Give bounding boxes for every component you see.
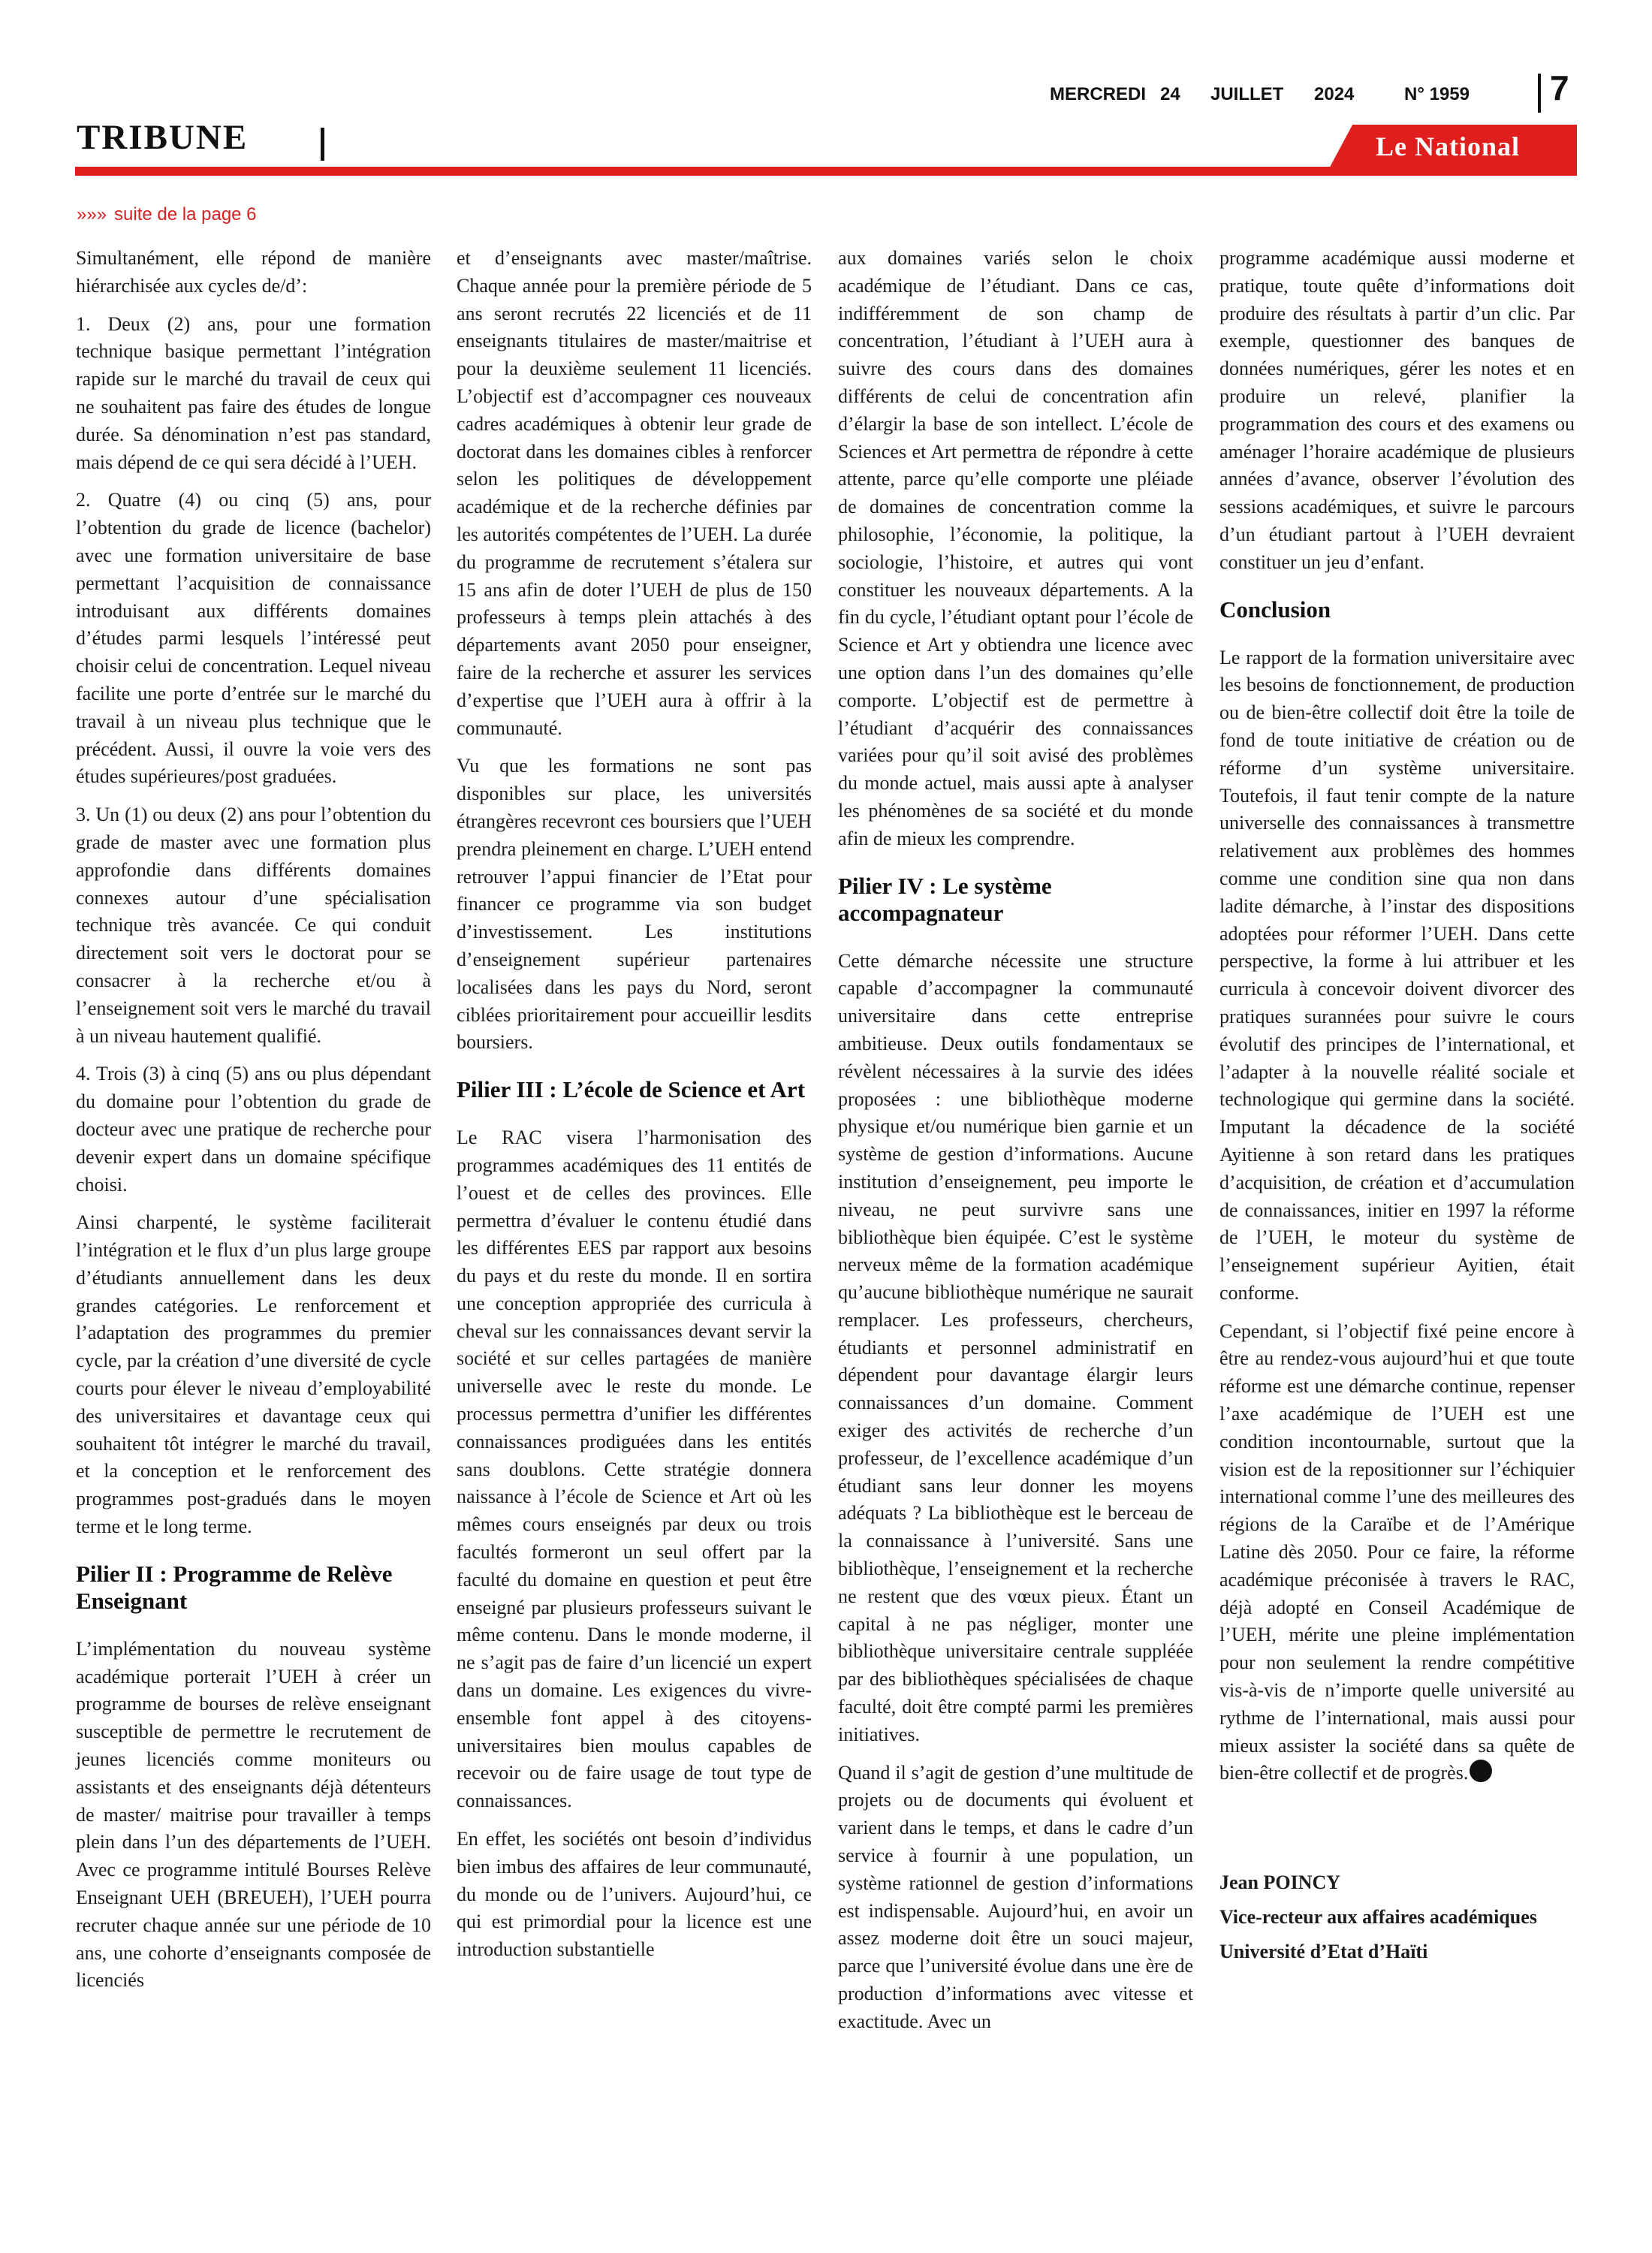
author-title: Vice-recteur aux affaires académiques — [1219, 1906, 1537, 1929]
continued-arrows: »»» — [77, 204, 107, 225]
section-title-divider — [321, 128, 324, 161]
paragraph: 3. Un (1) ou deux (2) ans pour l’obtention du grade de master avec une formation plus approfondie dans différents domaines connexes autour d’une spécialisation technique très avancée. Ce qui conduit directement soit vers le doctorat pour se consacrer à la recherche et/ou à l’enseignement soit vers le marché du travail à un niveau hautement qualifié. — [76, 804, 431, 1047]
paragraph: aux domaines variés selon le choix académique de l’étudiant. Dans ce cas, indifféremment de son champ de concentration, l’étudiant à l’UEH aura à suivre des cours dans des domaines différents de celui de concentration afin d’élargir la base de son intellect. L’école de Sciences et Art permettra de répondre à cette attente, parce qu’elle comporte une pléiade de domaines de concentration comme la philosophie, l’économie, la politique, la sociologie, l’histoire, et autres qui vont constituer les nouveaux départements. A la fin du cycle, l’étudiant optant pour l’école de Science et Art y obtiendra une licence avec une option dans l’un des domaines qu’elle comporte. L’objectif est de permettre à l’étudiant d’acquérir des connaissances variées pour qu’il soit avisé des problèmes du monde actuel, mais aussi apte à analyser les phénomènes de sa société et du monde afin de mieux les comprendre. — [838, 247, 1193, 849]
paragraph-final — [1219, 1318, 1575, 1788]
date-year: 2024 — [1314, 84, 1355, 104]
date-day: MERCREDI — [1050, 84, 1147, 104]
paragraph: Le rapport de la formation universitaire avec les besoins de fonctionnement, de production ou de bien-être collectif doit être la toile de fond de toute initiative de création ou de réforme d’un système universitaire. Toutefois, il faut tenir compte de la nature universelle des connaissances à transmettre relativement aux problèmes des hommes comme une condition sine qua non dans ladite démarche, à l’instar des dispositions adoptées pour réformer l’UEH. Dans cette perspective, la forme à lui attribuer et les curricula à concevoir doivent divorcer des pratiques surannées pour suivre le cours évolutif des principes de l’international, et l’adapter à la nouvelle réalité sociale et technologique qui germine dans la société. Imputant la décadence de la société Ayitienne à son retard dans les pratiques d’acquisition, de création et d’accumulation de connaissances, initier en 1997 la réforme de l’UEH, le moteur du système de l’enseignement supérieur Ayitien, était conforme. — [1219, 646, 1575, 1304]
paragraph: En effet, les sociétés ont besoin d’individus bien imbus des affaires de leur communauté, du monde ou de l’univers. Aujourd’hui, ce qui est primordial pour la licence est une introduction substantielle — [457, 1828, 812, 1961]
section-title: TRIBUNE — [77, 118, 249, 157]
paragraph: Quand il s’agit de gestion d’une multitude de projets ou de documents qui évoluent et varient dans le temps, et dans le cadre d’un service à fournir à une population, un système rationnel de gestion d’informations est indispensable. Aujourd’hui, en avoir un assez moderne doit être un souci majeur, parce que l’université évolue dans une ère de production d’informations avec vitesse et exactitude. Avec un — [838, 1761, 1193, 2032]
dateline — [1050, 84, 1530, 111]
paragraph: et d’enseignants avec master/maîtrise. Chaque année pour la première période de 5 ans seront recrutés 22 licenciés et de 11 enseignants titulaires de master/maitrise et pour la deuxième seulement 11 licenciés. L’objectif est d’accompagner ces nouveaux cadres académiques à obtenir leur grade de doctorat dans les domaines cibles à renforcer selon les politiques de développement académique et de la recherche définies par les autorités compétentes de l’UEH. La durée du programme de recrutement s’étalera sur 15 ans afin de doter l’UEH de plus de 150 professeurs à temps plein attachés à des départements avant 2050 pour enseigner, faire de la recherche et assurer les services d’expertise que l’UEH aura à offrir à la communauté. — [457, 247, 812, 739]
paragraph: L’implémentation du nouveau système académique porterait l’UEH à créer un programme de bourses de relève enseignant susceptible de permettre le recrutement de jeunes licenciés comme moniteurs ou assistants et des enseignants déjà détenteurs de master/ maitrise pour travailler à temps plein dans l’un des départements de l’UEH. Avec ce programme intitulé Bourses Relève Enseignant UEH (BREUEH), l’UEH pourra recruter chaque année sur une période de 10 ans, une cohorte d’enseignants composée de licenciés — [76, 1637, 431, 1992]
newspaper-name: Le National — [1376, 131, 1521, 161]
article-column-4 — [1219, 245, 1575, 1969]
end-of-article-icon — [1470, 1760, 1492, 1782]
page-header — [0, 0, 1652, 180]
paragraph: Le RAC visera l’harmonisation des programmes académiques des 11 entités de l’ouest et de celles des provinces. Elle permettra d’évaluer le contenu étudié dans les différentes EES par rapport aux besoins du pays et du reste du monde. Il en sortira une conception appropriée des curricula à cheval sur les connaissances devant servir la société et sur celles partagées de manière universelle avec le reste du monde. Le processus permettra d’unifier les différentes connaissances prodiguées dans les entités sans doublons. Cette stratégie donnera naissance à l’école de Science et Art où les mêmes cours enseignés par deux ou trois facultés formeront un seul offert par la faculté du domaine en question et peut être enseigné par plusieurs professeurs suivant le même contenu. Dans le monde moderne, il ne s’agit pas de faire d’un licencié un expert dans un domaine. Les exigences du vivre-ensemble font appel à des citoyens-universitaires bien moulus capables de recevoir ou de faire usage de tout type de connaissances. — [457, 1126, 812, 1812]
paragraph: programme académique aussi moderne et pratique, toute quête d’informations doit produire des résultats à partir d’un clic. Par exemple, questionner des banques de données numériques, gérer les notes et en produire un relevé, planifier la programmation des cours et des examens ou aménager l’horaire académique de plusieurs années d’avance, observer l’évolution des sessions académiques, et suivre le parcours d’un étudiant partout à l’UEH devraient constituer un jeu d’enfant. — [1219, 247, 1575, 573]
subheading-conclusion: Conclusion — [1219, 596, 1331, 623]
paragraph: Ainsi charpenté, le système faciliterait l’intégration et le flux d’un plus large groupe d’étudiants annuellement dans les deux grandes catégories. Le renforcement et l’adaptation des programmes du premier cycle, par la création d’une diversité de cycle courts pour élever le niveau d’employabilité des universitaires et davantage ceux qui souhaitent tôt intégrer le marché du travail, et la conception et le renforcement des programmes post-gradués dans le moyen terme et le long terme. — [76, 1211, 431, 1538]
final-text: Cependant, si l’objectif fixé peine encore à être au rendez-vous aujourd’hui et que toute réforme est une démarche continue, repenser l’axe académique de l’UEH est une condition incontournable, surtout que la vision est de la repositionner sur l’échiquier international comme l’une des meilleures des régions de la Caraïbe et de l’Amérique Latine dès 2050. Pour ce faire, la réforme académique préconisée à travers le RAC, déjà adopté en Conseil Académique de l’UEH, mérite une pleine implémentation pour non seulement la rendre compétitive vis-à-vis de n’importe quelle université au rythme de l’international, mais aussi pour mieux assister la société dans sa quête de bien-être collectif et de progrès. — [1219, 1320, 1575, 1784]
page-number: 7 — [1550, 68, 1569, 107]
paragraph: 1. Deux (2) ans, pour une formation technique basique permettant l’intégration rapide sur le marché du travail de ceux qui ne souhaitent pas faire des études de longue durée. Sa dénomination n’est pas standard, mais dépend de ce qui sera décidé à l’UEH. — [76, 312, 431, 473]
author-signature — [1219, 1865, 1575, 1969]
article-column-2 — [457, 245, 812, 1974]
paragraph: Cette démarche nécessite une structure capable d’accompagner la communauté universitaire dans cette entreprise ambitieuse. Deux outils fondamentaux se révèlent nécessaires à la survie des idées proposées : une bibliothèque moderne physique et/ou numérique bien garnie et un système de gestion d’informations. Aucune institution d’enseignement, peu importe le niveau, ne peut survivre sans une bibliothèque bien équipée. C’est le système nerveux même de la formation académique qu’aucune bibliothèque numérique ne saurait remplacer. Les professeurs, chercheurs, étudiants et personnel administratif en dépendent pour davantage élargir leurs connaissances d’un domaine. Comment exiger des activités de recherche d’un professeur, de l’excellence académique d’un étudiant sans leur donner les moyens adéquats ? La bibliothèque est le berceau de la connaissance à l’université. Sans une bibliothèque, l’enseignement et la recherche ne restent que des vœux pieux. Étant un capital à ne pas négliger, monter une bibliothèque universitaire centrale suppléée par des bibliothèques spécialisées de chaque faculté, doit être compté parmi les premières initiatives. — [838, 949, 1193, 1745]
date-number: 24 — [1160, 84, 1180, 104]
subheading-pilier-4: Pilier IV : Le système accompagnateur — [838, 872, 1052, 926]
author-organization: Université d’Etat d’Haïti — [1219, 1941, 1428, 1963]
issue-number: N° 1959 — [1404, 84, 1470, 104]
date-month: JUILLET — [1210, 84, 1284, 104]
paragraph: Simultanément, elle répond de manière hiérarchisée aux cycles de/d’: — [76, 247, 431, 297]
page-number-divider — [1538, 74, 1541, 113]
paragraph: Vu que les formations ne sont pas disponibles sur place, les universités étrangères recevront ces boursiers que l’UEH prendra pleinement en charge. L’UEH entend retrouver l’appui financier de l’Etat pour financer ce programme via son budget d’investissement. Les institutions d’enseignement supérieur partenaires localisées dans les pays du Nord, seront ciblées prioritairement pour accueillir lesdits boursiers. — [457, 755, 812, 1054]
paragraph: 2. Quatre (4) ou cinq (5) ans, pour l’obtention du grade de licence (bachelor) avec une formation universitaire de base permettant l’acquisition de connaissance introduisant aux différents domaines d’études parmi lesquels l’intéressé peut choisir celui de concentration. Lequel niveau facilite une porte d’entrée sur le marché du travail à un niveau plus technique que le précédent. Aussi, il ouvre la voie vers des études supérieures/post graduées. — [76, 489, 431, 788]
article-column-1 — [76, 245, 431, 2005]
continued-label: suite de la page 6 — [114, 204, 257, 225]
subheading-pilier-3: Pilier III : L’école de Science et Art — [457, 1076, 806, 1103]
paragraph: 4. Trois (3) à cinq (5) ans ou plus dépendant du domaine pour l’obtention du grade de docteur avec une pratique de recherche pour devenir expert dans un domaine spécifique choisi. — [76, 1063, 431, 1196]
subheading-pilier-2: Pilier II : Programme de Relève Enseignant — [76, 1560, 393, 1614]
author-name: Jean POINCY — [1219, 1871, 1341, 1894]
continued-from — [77, 204, 257, 225]
article-column-3 — [838, 245, 1193, 2046]
